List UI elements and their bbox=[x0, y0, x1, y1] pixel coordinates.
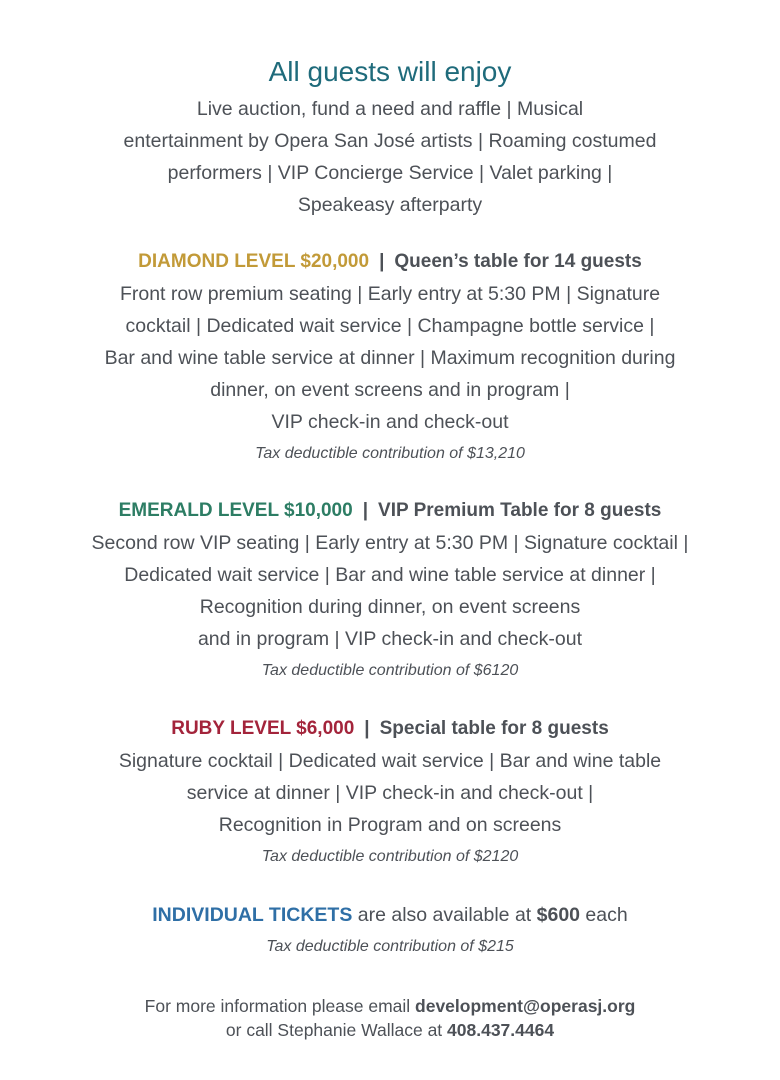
individual-text-after: each bbox=[580, 904, 628, 926]
heading-separator: | bbox=[379, 251, 385, 272]
diamond-level-heading bbox=[0, 246, 780, 278]
emerald-level-label: EMERALD LEVEL $10,000 bbox=[118, 500, 353, 521]
benefit-line: Dedicated wait service | Bar and wine table service at dinner | bbox=[124, 564, 656, 586]
phone-prefix: or call Stephanie Wallace at bbox=[225, 1020, 448, 1040]
diamond-tax-note: Tax deductible contribution of $13,210 bbox=[255, 445, 525, 462]
benefit-line: Front row premium seating | Early entry at 5:30 PM | Signature bbox=[119, 283, 661, 305]
individual-tax-note: Tax deductible contribution of $215 bbox=[266, 938, 514, 955]
benefit-line: Recognition during dinner, on event screens bbox=[199, 596, 581, 618]
benefit-line: Bar and wine table service at dinner | Maximum recognition during bbox=[104, 347, 676, 369]
heading-separator: | bbox=[362, 500, 369, 521]
diamond-level-table: Queen’s table for 14 guests bbox=[394, 251, 642, 272]
contact-email-link[interactable]: development@operasj.org bbox=[415, 996, 636, 1016]
contact-phone-line bbox=[0, 1018, 780, 1042]
ruby-level-section bbox=[0, 713, 780, 873]
benefit-line: cocktail | Dedicated wait service | Champagne bottle service | bbox=[125, 315, 655, 337]
amenities-line: performers | VIP Concierge Service | Valet parking | bbox=[167, 162, 613, 184]
benefit-line: and in program | VIP check-in and check-out bbox=[197, 628, 583, 650]
diamond-level-benefits bbox=[0, 278, 780, 438]
individual-text-before: are also available at bbox=[352, 904, 537, 926]
ruby-level-label: RUBY LEVEL $6,000 bbox=[171, 718, 355, 739]
amenities-list bbox=[0, 93, 780, 221]
diamond-level-label: DIAMOND LEVEL $20,000 bbox=[138, 251, 370, 272]
amenities-line: entertainment by Opera San José artists | Roaming costumed bbox=[123, 130, 657, 152]
emerald-tax-note: Tax deductible contribution of $6120 bbox=[261, 662, 519, 679]
ruby-level-heading bbox=[0, 713, 780, 745]
ruby-tax-note: Tax deductible contribution of $2120 bbox=[261, 848, 519, 865]
heading-separator: | bbox=[364, 718, 370, 739]
emerald-level-heading bbox=[0, 495, 780, 527]
contact-phone-link[interactable]: 408.437.4464 bbox=[447, 1020, 555, 1040]
emerald-level-benefits bbox=[0, 527, 780, 655]
contact-footer bbox=[0, 994, 780, 1042]
benefit-line: service at dinner | VIP check-in and check-out | bbox=[186, 782, 594, 804]
individual-tickets-line bbox=[0, 899, 780, 931]
emerald-level-section bbox=[0, 495, 780, 687]
benefit-line: Second row VIP seating | Early entry at 5:30 PM | Signature cocktail | bbox=[91, 532, 689, 554]
amenities-line: Speakeasy afterparty bbox=[297, 194, 483, 216]
email-prefix: For more information please email bbox=[144, 996, 416, 1016]
benefit-line: dinner, on event screens and in program | bbox=[210, 379, 570, 401]
amenities-line: Live auction, fund a need and raffle | Musical bbox=[196, 98, 584, 120]
ruby-level-benefits bbox=[0, 745, 780, 841]
ruby-level-table: Special table for 8 guests bbox=[379, 718, 609, 739]
benefit-line: Recognition in Program and on screens bbox=[218, 814, 562, 836]
individual-price: $600 bbox=[536, 904, 581, 926]
individual-tickets-section bbox=[0, 899, 780, 963]
individual-tickets-label: INDIVIDUAL TICKETS bbox=[152, 904, 353, 926]
diamond-level-section bbox=[0, 246, 780, 470]
emerald-level-table: VIP Premium Table for 8 guests bbox=[378, 500, 662, 521]
benefit-line: VIP check-in and check-out bbox=[271, 411, 509, 433]
contact-email-line bbox=[0, 994, 780, 1018]
benefit-line: Signature cocktail | Dedicated wait service | Bar and wine table bbox=[118, 750, 662, 772]
section-title: All guests will enjoy bbox=[268, 56, 512, 87]
